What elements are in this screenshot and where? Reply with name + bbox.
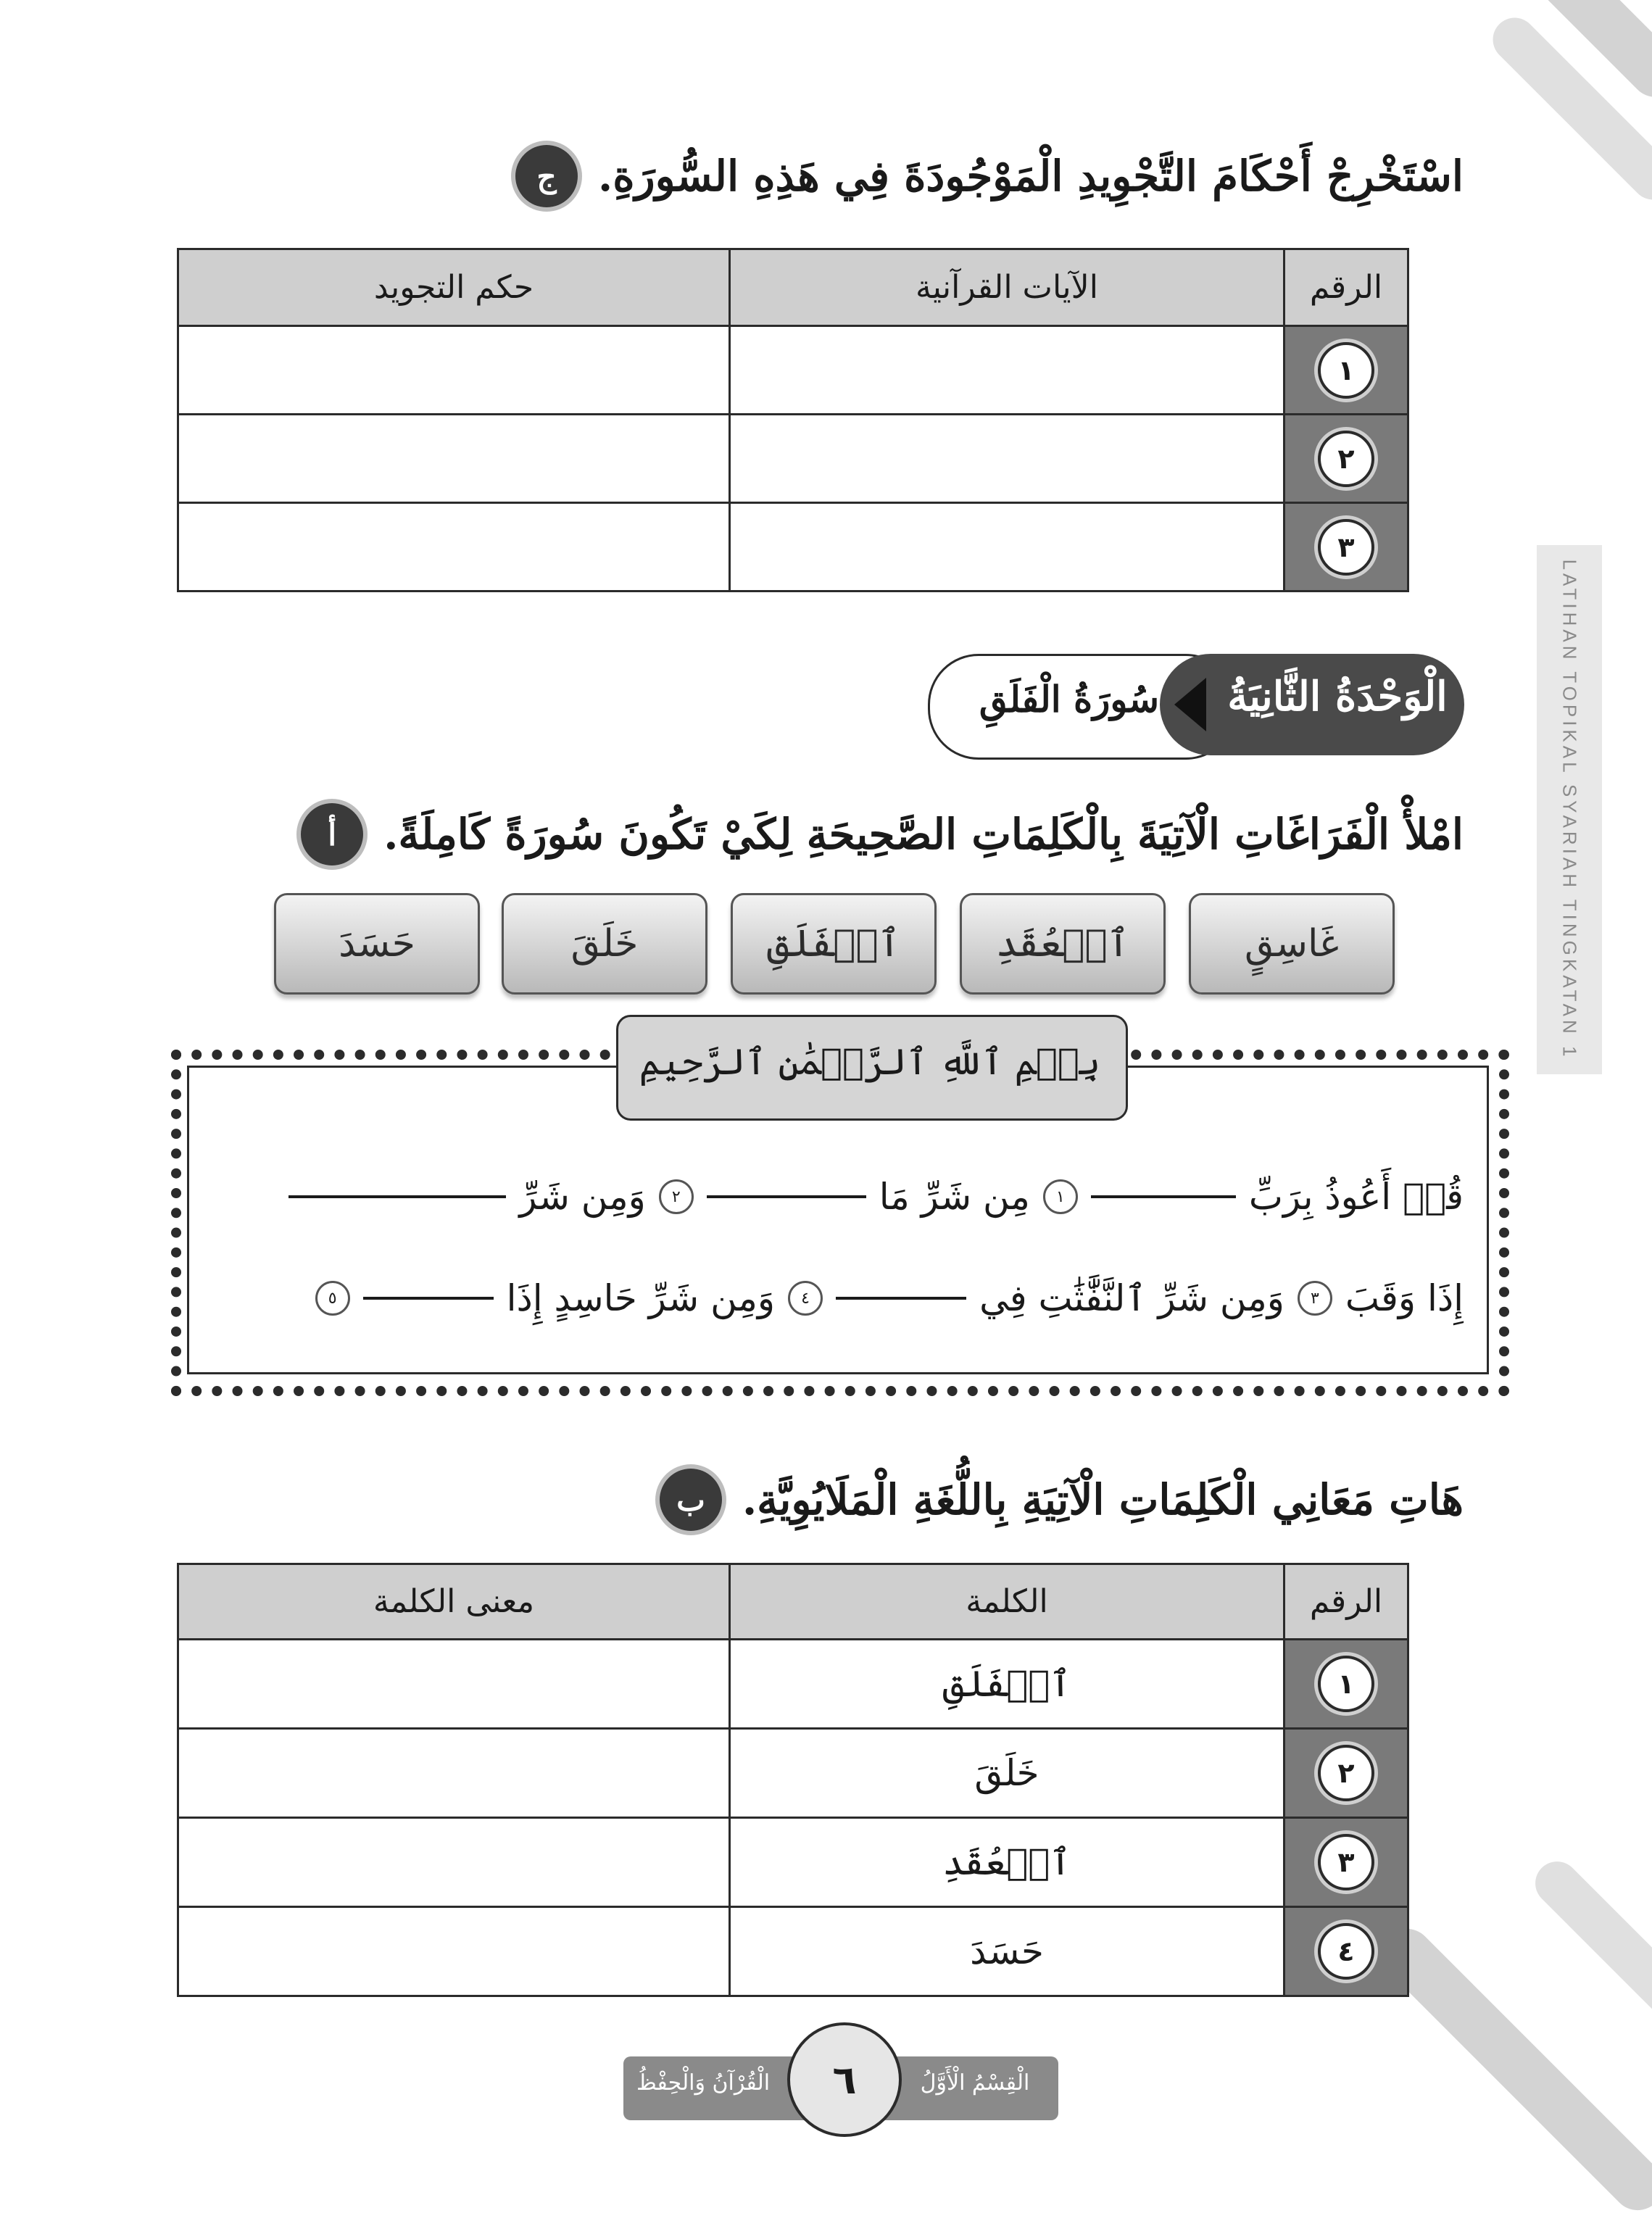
word-chip[interactable]: غَاسِقٍ	[1189, 893, 1395, 995]
table-row	[178, 1818, 1408, 1907]
table-row	[178, 1907, 1408, 1996]
header-number: الرقم	[1284, 1564, 1408, 1640]
word-chip[interactable]: ٱلۡعُقَدِ	[960, 893, 1166, 995]
row-number: ٣	[1318, 1834, 1374, 1890]
question-title: هَاتِ مَعَانِي الْكَلِمَاتِ الْآتِيَةِ بِاللُّغَةِ الْمَلَايُوِيَّةِ.	[742, 1475, 1464, 1524]
word-cell: ٱلۡعُقَدِ	[730, 1818, 1284, 1907]
answer-cell[interactable]	[178, 326, 730, 415]
blank-line[interactable]	[707, 1195, 866, 1198]
row-number: ١	[1318, 1656, 1374, 1712]
verse-line-1	[289, 1176, 1464, 1218]
table-row	[178, 326, 1408, 415]
verse-text: وَمِن شَرِّ	[519, 1176, 646, 1218]
word-cell: حَسَدَ	[730, 1907, 1284, 1996]
question-title: اسْتَخْرِجْ أَحْكَامَ التَّجْوِيدِ الْمَوْجُودَةَ فِي هَذِهِ السُّورَةِ.	[598, 151, 1464, 201]
header-verses: الآيات القرآنية	[730, 249, 1284, 326]
side-strip-text: LATIHAN TOPIKAL SYARIAH TINGKATAN 1	[1558, 559, 1581, 1060]
blank-line[interactable]	[1091, 1195, 1236, 1198]
unit-label: الْوَحْدَةُ الثَّانِيَةُ	[1227, 673, 1448, 721]
question-title: امْلأْ الْفَرَاغَاتِ الْآتِيَةَ بِالْكَلِمَاتِ الصَّحِيحَةِ لِكَيْ تَكُونَ سُورَةً كَامِلَةً.	[383, 810, 1464, 859]
answer-cell[interactable]	[178, 1818, 730, 1907]
verse-line-2	[315, 1277, 1464, 1319]
answer-cell[interactable]	[178, 1729, 730, 1818]
header-number: الرقم	[1284, 249, 1408, 326]
blank-line[interactable]	[363, 1297, 494, 1300]
word-cell: ٱلۡفَلَقِ	[730, 1640, 1284, 1729]
header-word: الكلمة	[730, 1564, 1284, 1640]
footer-section: الْقِسْمُ الْأَوَّلُ	[920, 2070, 1030, 2096]
row-number: ١	[1318, 342, 1374, 399]
table-row	[178, 1729, 1408, 1818]
row-number: ٣	[1318, 519, 1374, 576]
row-number: ٢	[1318, 431, 1374, 487]
answer-cell[interactable]	[730, 415, 1284, 503]
meaning-table	[177, 1563, 1409, 1997]
verse-marker: ٣	[1298, 1281, 1332, 1316]
verse-text: وَمِن شَرِّ حَاسِدٍ إِذَا	[506, 1277, 776, 1319]
basmala: بِسۡمِ ٱللَّهِ ٱلرَّحۡمَٰنِ ٱلرَّحِيمِ	[639, 1041, 1101, 1083]
question-badge: ب	[660, 1469, 722, 1531]
word-cell: خَلَقَ	[730, 1729, 1284, 1818]
verse-text: إِذَا وَقَبَ	[1345, 1277, 1464, 1319]
table-row	[178, 1640, 1408, 1729]
decor-stripe	[1527, 1853, 1652, 2048]
row-number: ٤	[1318, 1923, 1374, 1980]
unit-name: سُورَةُ الْفَلَقِ	[979, 678, 1160, 721]
answer-cell[interactable]	[178, 415, 730, 503]
verse-marker: ١	[1043, 1179, 1078, 1214]
unit-arrow-icon	[1174, 678, 1206, 731]
page-number: ٦	[787, 2022, 902, 2137]
table-row	[178, 503, 1408, 591]
answer-cell[interactable]	[178, 503, 730, 591]
answer-cell[interactable]	[730, 503, 1284, 591]
header-ruling: حكم التجويد	[178, 249, 730, 326]
verse-marker: ٤	[788, 1281, 823, 1316]
question-c	[515, 145, 1464, 207]
answer-cell[interactable]	[178, 1907, 730, 1996]
side-strip	[1537, 545, 1602, 1074]
blank-line[interactable]	[836, 1297, 966, 1300]
word-chip[interactable]: حَسَدَ	[274, 893, 480, 995]
word-chip[interactable]: خَلَقَ	[502, 893, 707, 995]
verse-text: وَمِن شَرِّ ٱلنَّفَّٰثَٰتِ فِي	[979, 1277, 1284, 1319]
verse-marker: ٥	[315, 1281, 350, 1316]
word-chip[interactable]: ٱلۡفَلَقِ	[731, 893, 937, 995]
verse-text: مِن شَرِّ مَا	[879, 1176, 1030, 1218]
answer-cell[interactable]	[178, 1640, 730, 1729]
question-badge: ج	[515, 145, 578, 207]
question-badge: أ	[301, 803, 363, 865]
table-row	[178, 415, 1408, 503]
footer-topic: الْقُرْآنُ وَالْحِفْظُ	[636, 2070, 771, 2096]
header-meaning: معنى الكلمة	[178, 1564, 730, 1640]
verse-text: قُلۡ أَعُوذُ بِرَبِّ	[1248, 1176, 1464, 1218]
question-a	[301, 803, 1464, 865]
row-number: ٢	[1318, 1745, 1374, 1801]
blank-line[interactable]	[289, 1195, 506, 1198]
question-b	[660, 1469, 1464, 1531]
answer-cell[interactable]	[730, 326, 1284, 415]
verse-marker: ٢	[659, 1179, 694, 1214]
tajweed-table	[177, 248, 1409, 592]
